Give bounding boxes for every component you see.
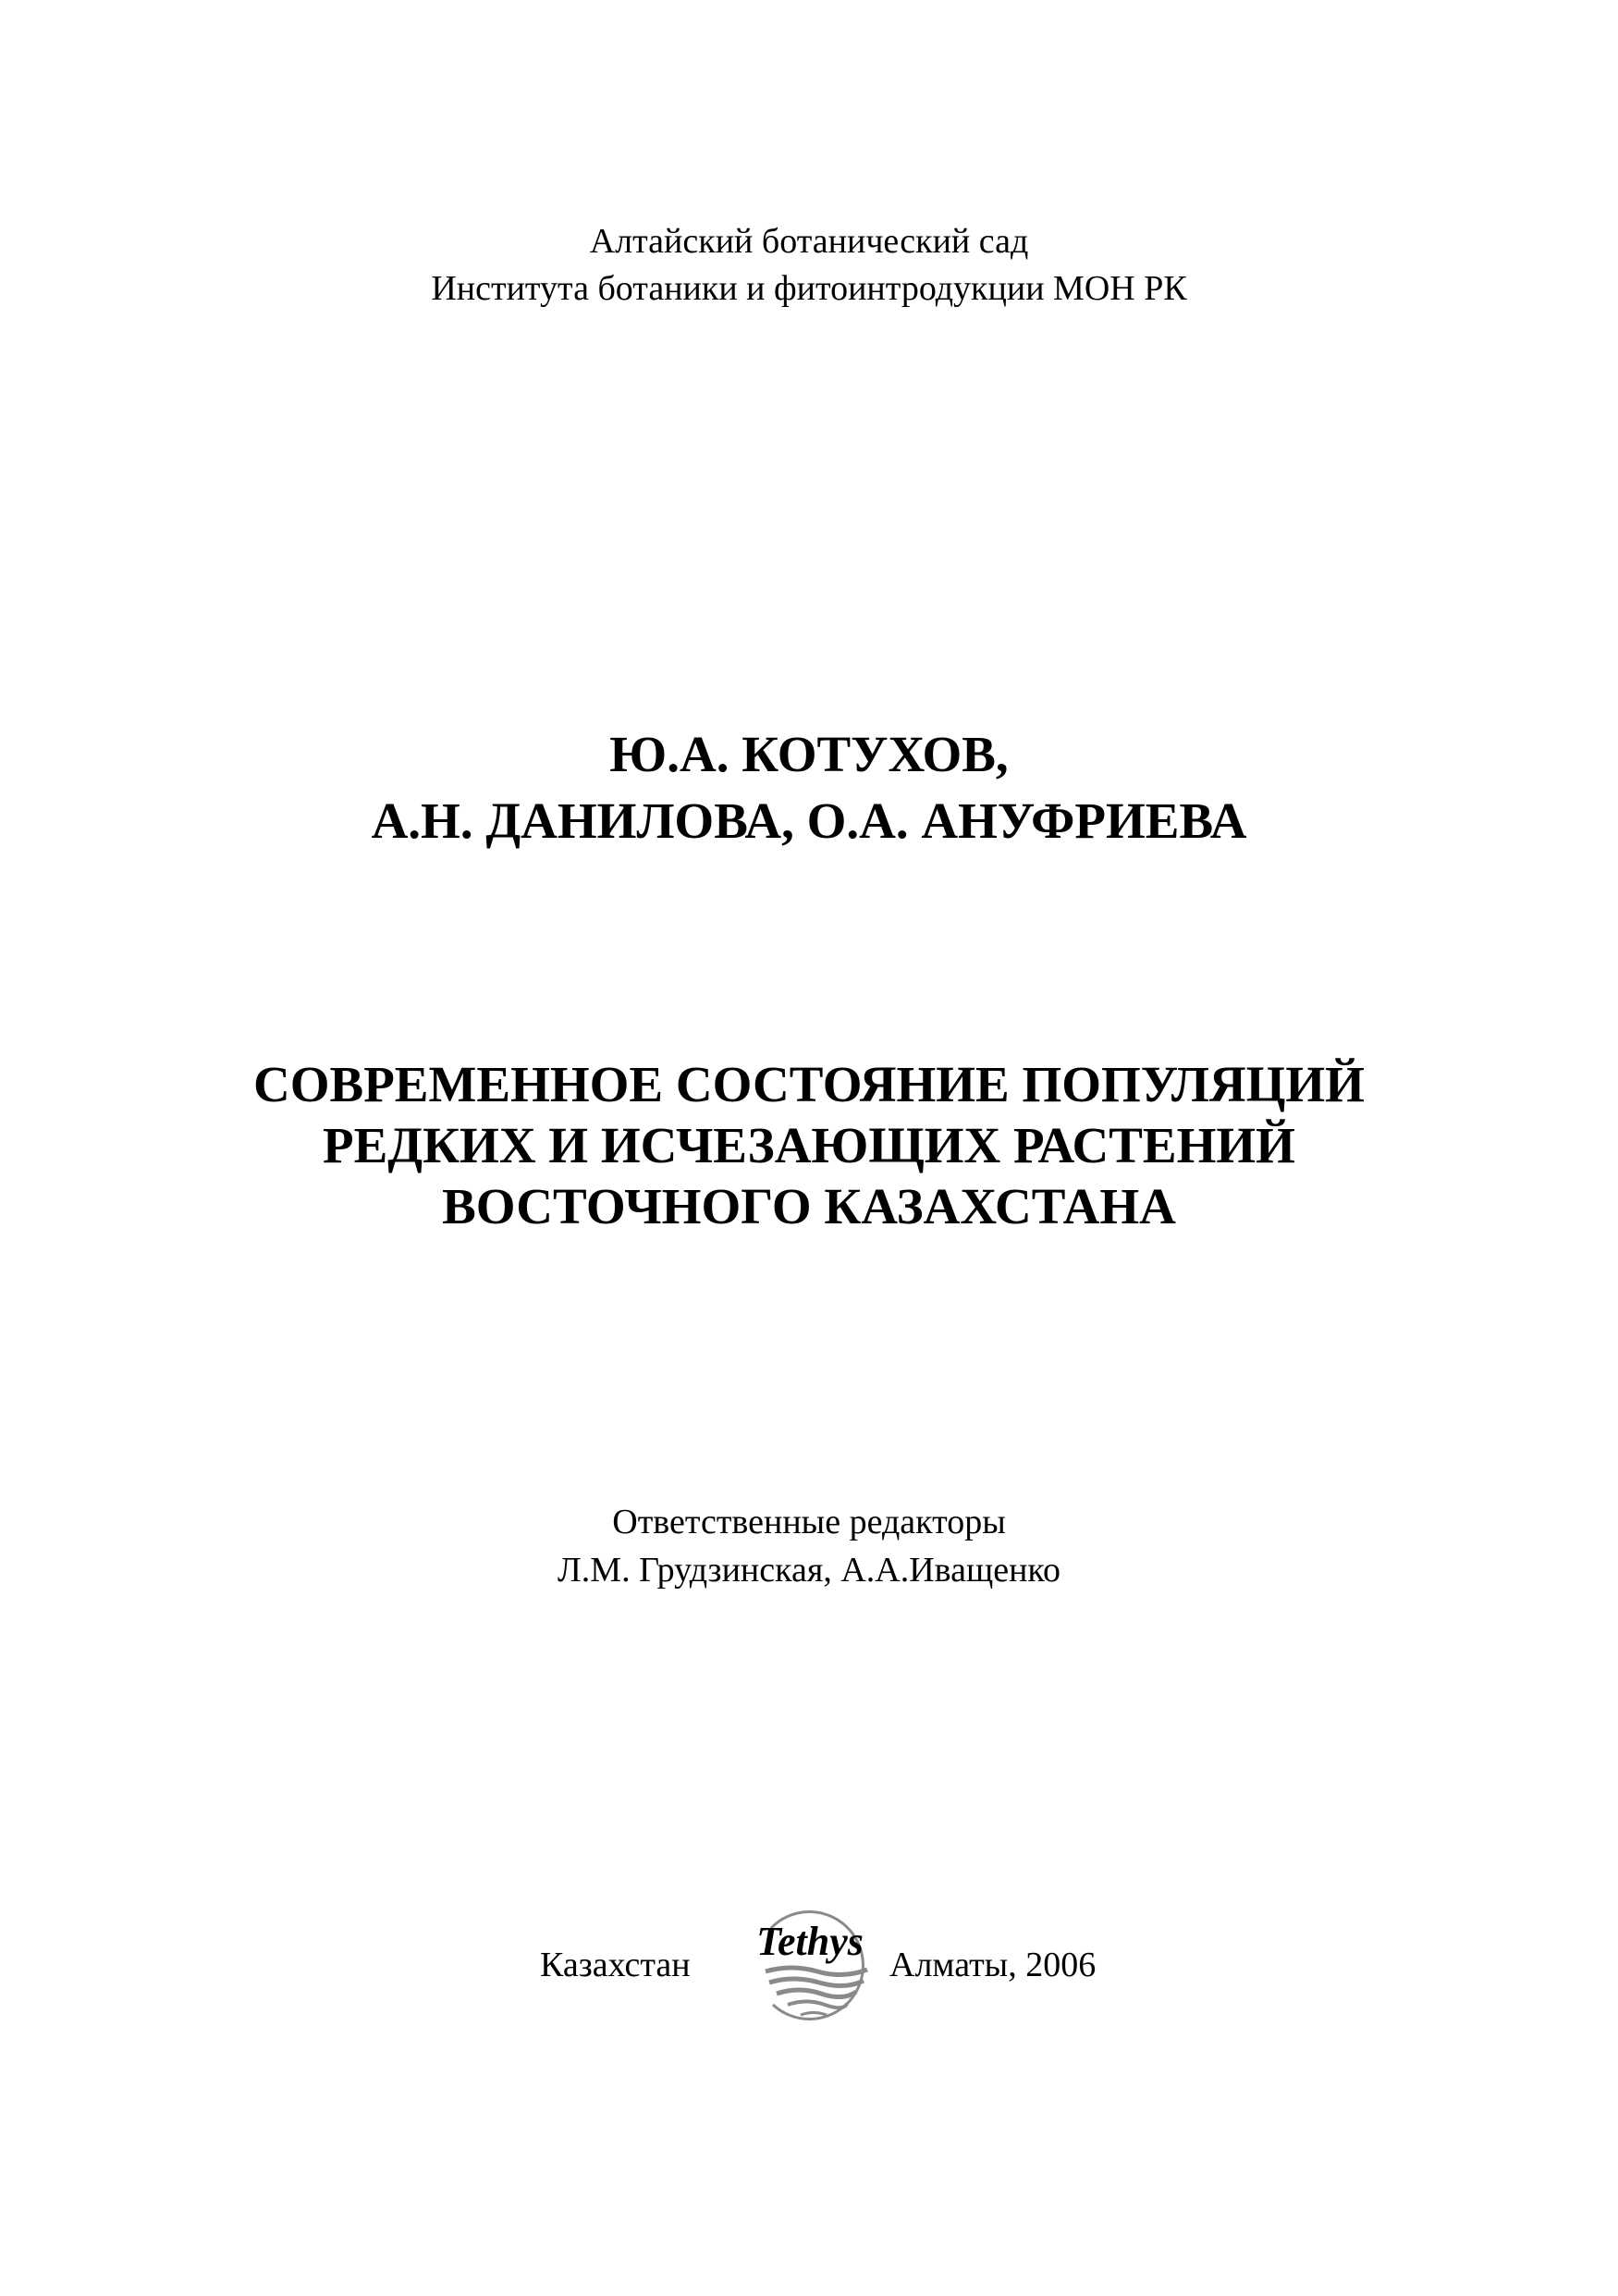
authors-line-1: Ю.А. КОТУХОВ, [609, 726, 1009, 782]
authors [0, 721, 1618, 854]
authors-line-2: А.Н. ДАНИЛОВА, О.А. АНУФРИЕВА [371, 792, 1247, 849]
tethys-logo-icon [736, 1896, 893, 2034]
book-title-line-1: СОВРЕМЕННОЕ СОСТОЯНИЕ ПОПУЛЯЦИЙ [253, 1056, 1365, 1112]
imprint-country: Казахстан [540, 1946, 691, 1984]
imprint-city-year: Алматы, 2006 [889, 1946, 1097, 1984]
book-title-line-3: ВОСТОЧНОГО КАЗАХСТАНА [442, 1178, 1176, 1234]
editors [0, 1498, 1618, 1594]
book-title [0, 1054, 1618, 1237]
book-title-line-2: РЕДКИХ И ИСЧЕЗАЮЩИХ РАСТЕНИЙ [323, 1117, 1295, 1173]
imprint [0, 1896, 1618, 2034]
institution-line-1: Алтайский ботанический сад [589, 222, 1029, 261]
editors-names: Л.М. Грудзинская, А.А.Иващенко [558, 1551, 1060, 1590]
tethys-logo-text: Tethys [756, 1919, 864, 1964]
institution-header [0, 218, 1618, 313]
editors-heading: Ответственные редакторы [612, 1503, 1006, 1541]
institution-line-2: Института ботаники и фитоинтродукции МОН РК [431, 269, 1187, 308]
